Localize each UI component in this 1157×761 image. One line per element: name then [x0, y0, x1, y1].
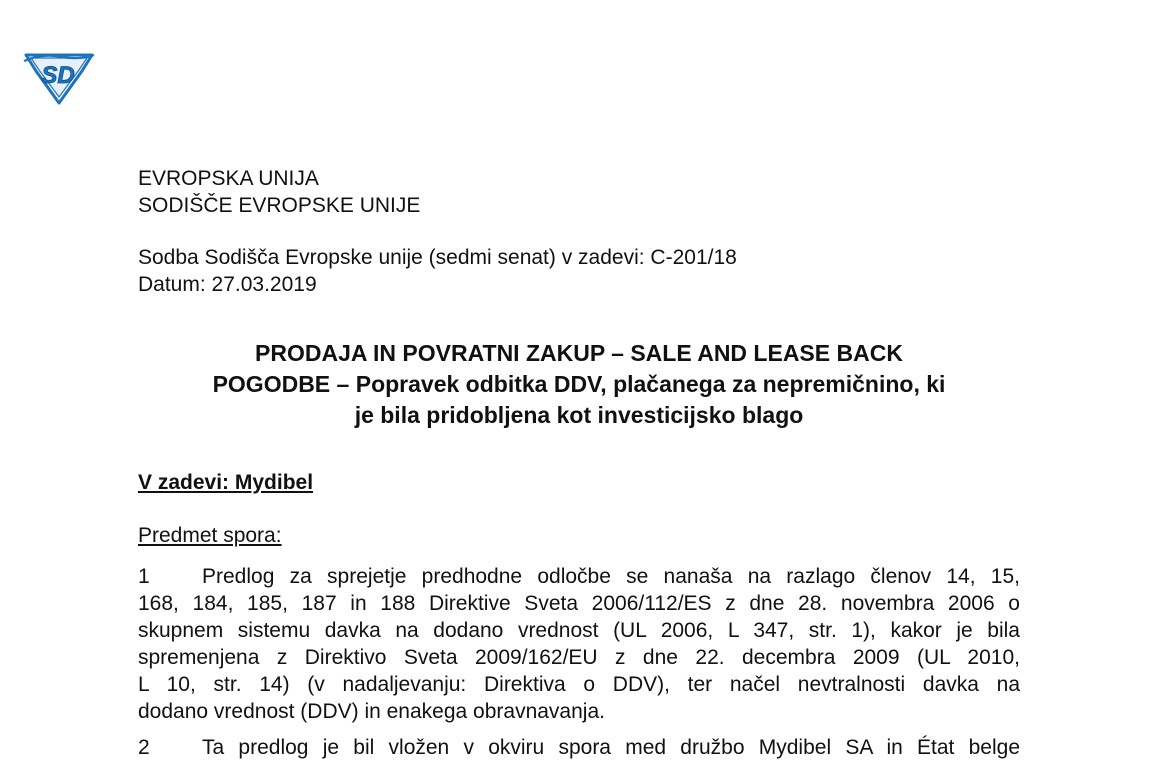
- paragraph-text: Ta predlog je bil vložen v okviru spora med družbo Mydibel SA in État belge: [202, 736, 1020, 759]
- paragraph-1-line-5: L 10, str. 14) (v nadaljevanju: Direktiva o DDV), ter načel nevtralnosti davka na: [138, 673, 1020, 696]
- paragraph-1-line-3: skupnem sistemu davka na dodano vrednost (UL 2006, L 347, str. 1), kakor je bila: [138, 619, 1020, 642]
- title-line-1: PRODAJA IN POVRATNI ZAKUP – SALE AND LEASE BACK: [255, 340, 903, 366]
- section-heading: Predmet spora:: [138, 524, 282, 547]
- court-name-line-2: SODIŠČE EVROPSKE UNIJE: [138, 194, 421, 217]
- document-title: [138, 338, 1020, 431]
- paragraph-1-line-4: spremenjena z Direktivo Sveta 2009/162/EU z dne 22. decembra 2009 (UL 2010,: [138, 646, 1020, 669]
- paragraph-2: [138, 734, 1020, 761]
- court-name-line-1: EVROPSKA UNIJA: [138, 167, 319, 190]
- judgment-date: Datum: 27.03.2019: [138, 273, 317, 296]
- paragraph-text: Predlog za sprejetje predhodne odločbe se nanaša na razlago členov 14, 15,: [202, 565, 1020, 588]
- case-reference: Sodba Sodišča Evropske unije (sedmi senat) v zadevi: C-201/18: [138, 246, 737, 269]
- paragraph-1: [138, 563, 1020, 725]
- paragraph-1-line-2: 168, 184, 185, 187 in 188 Direktive Sveta 2006/112/ES z dne 28. novembra 2006 o: [138, 592, 1020, 615]
- paragraph-number: 1: [138, 565, 150, 588]
- paragraph-number: 2: [138, 736, 150, 759]
- sd-shield-logo-icon: [22, 49, 96, 105]
- paragraph-1-line-1: [138, 563, 1020, 590]
- title-line-2: POGODBE – Popravek odbitka DDV, plačanega za nepremičnino, ki: [212, 371, 946, 397]
- logo-text: SD: [41, 62, 75, 89]
- paragraph-1-line-6: dodano vrednost (DDV) in enakega obravnavanja.: [138, 700, 605, 723]
- case-heading: V zadevi: Mydibel: [138, 471, 314, 494]
- title-line-3: je bila pridobljena kot investicijsko blago: [354, 402, 804, 428]
